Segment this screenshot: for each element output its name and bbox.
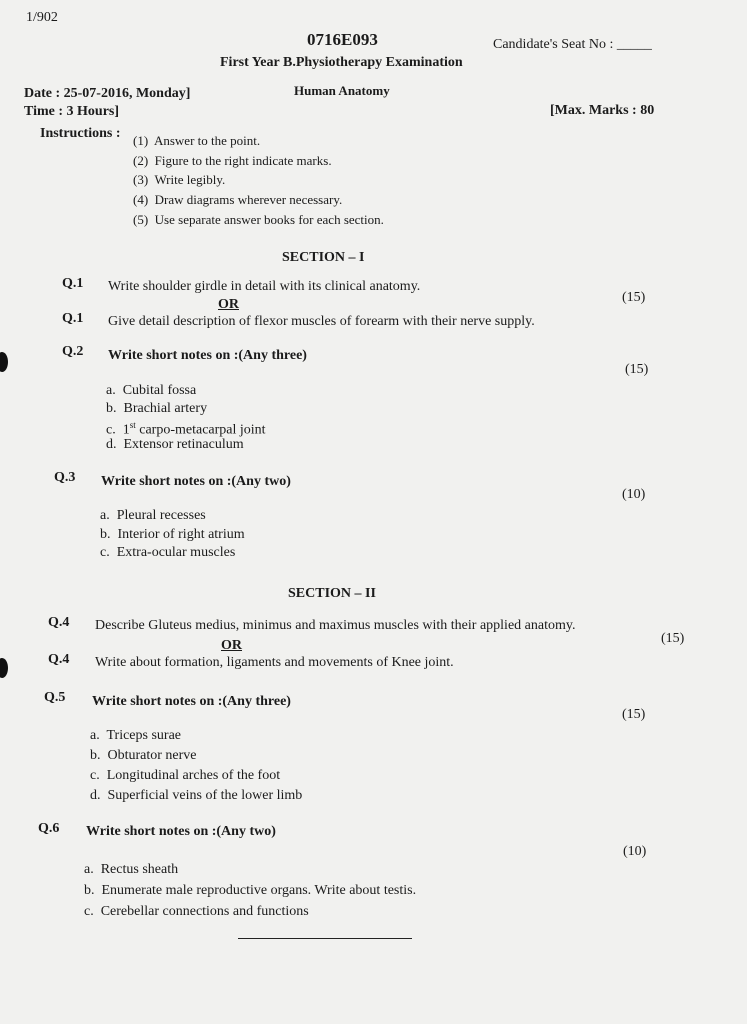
q3-item bbox=[100, 545, 235, 561]
item-text: Pleural recesses bbox=[116, 508, 206, 523]
q2-item bbox=[106, 401, 207, 417]
item-letter: c. bbox=[84, 904, 94, 919]
instruction-number: (2) bbox=[133, 153, 149, 168]
exam-title: First Year B.Physiotherapy Examination bbox=[220, 55, 463, 70]
item-text: Extra-ocular muscles bbox=[116, 545, 236, 560]
or-separator: OR bbox=[218, 297, 239, 312]
item-letter: b. bbox=[90, 748, 101, 763]
instruction-item bbox=[133, 133, 260, 149]
item-text: Cubital fossa bbox=[122, 383, 197, 398]
item-letter: c. bbox=[90, 768, 100, 783]
punch-hole-bottom bbox=[0, 658, 8, 678]
item-letter: c. bbox=[100, 545, 110, 560]
instruction-number: (1) bbox=[133, 133, 149, 148]
instruction-number: (5) bbox=[133, 212, 149, 227]
q5-item bbox=[90, 768, 280, 784]
q6-item bbox=[84, 883, 416, 899]
punch-hole-top bbox=[0, 352, 8, 372]
instruction-item bbox=[133, 172, 225, 188]
q6-number: Q.6 bbox=[38, 821, 60, 836]
item-text-prefix: 1 bbox=[122, 422, 130, 438]
instruction-item bbox=[133, 153, 332, 169]
instruction-item bbox=[133, 192, 342, 208]
q4-text: Describe Gluteus medius, minimus and maximus muscles with their applied anatomy. bbox=[95, 618, 576, 633]
q6-item bbox=[84, 862, 178, 878]
q4-alt-text: Write about formation, ligaments and movements of Knee joint. bbox=[95, 655, 454, 670]
q1-alt-text: Give detail description of flexor muscles of forearm with their nerve supply. bbox=[108, 314, 535, 329]
q5-item bbox=[90, 728, 181, 744]
seat-number-text: Candidate's Seat No : bbox=[493, 37, 614, 52]
instructions-label: Instructions : bbox=[40, 126, 121, 141]
item-letter: b. bbox=[100, 527, 111, 542]
q5-text: Write short notes on :(Any three) bbox=[92, 694, 291, 709]
item-letter: a. bbox=[84, 862, 94, 877]
q1-marks: (15) bbox=[622, 290, 646, 305]
item-letter: d. bbox=[90, 788, 101, 803]
item-text: Interior of right atrium bbox=[117, 527, 245, 542]
q1-text: Write shoulder girdle in detail with its clinical anatomy. bbox=[108, 279, 421, 294]
subject-title: Human Anatomy bbox=[294, 83, 390, 98]
q6-text: Write short notes on :(Any two) bbox=[86, 824, 276, 839]
exam-date: Date : 25-07-2016, Monday] bbox=[24, 86, 191, 101]
q1-number: Q.1 bbox=[62, 276, 84, 291]
item-text: Superficial veins of the lower limb bbox=[107, 788, 303, 803]
item-text: Triceps surae bbox=[106, 728, 181, 743]
item-text: Obturator nerve bbox=[107, 748, 197, 763]
instruction-text: Figure to the right indicate marks. bbox=[154, 153, 332, 168]
q3-number: Q.3 bbox=[54, 470, 76, 485]
item-text: Rectus sheath bbox=[100, 862, 179, 877]
item-text: Enumerate male reproductive organs. Write about testis. bbox=[101, 883, 417, 898]
instruction-text: Write legibly. bbox=[154, 172, 226, 187]
item-letter: c. bbox=[106, 422, 116, 438]
item-text: Longitudinal arches of the foot bbox=[106, 768, 281, 783]
section-2-title: SECTION – II bbox=[288, 586, 376, 601]
q4-alt-number: Q.4 bbox=[48, 652, 70, 667]
q2-text: Write short notes on :(Any three) bbox=[108, 348, 307, 363]
instruction-item bbox=[133, 212, 384, 228]
seat-number-blank: _____ bbox=[616, 37, 652, 52]
q2-item bbox=[106, 383, 196, 399]
item-text: Extensor retinaculum bbox=[123, 437, 244, 452]
paper-code: 0716E093 bbox=[307, 30, 378, 49]
item-letter: b. bbox=[106, 401, 117, 416]
or-separator: OR bbox=[221, 638, 242, 653]
q3-text: Write short notes on :(Any two) bbox=[101, 474, 291, 489]
q5-item bbox=[90, 788, 302, 804]
q5-number: Q.5 bbox=[44, 690, 66, 705]
page-reference: 1/902 bbox=[26, 10, 58, 25]
item-text: carpo-metacarpal joint bbox=[135, 422, 266, 438]
q3-item bbox=[100, 508, 206, 524]
section-1-title: SECTION – I bbox=[282, 250, 365, 265]
q5-marks: (15) bbox=[622, 707, 646, 722]
q5-item bbox=[90, 748, 197, 764]
q3-marks: (10) bbox=[622, 487, 646, 502]
q4-number: Q.4 bbox=[48, 615, 70, 630]
q3-item bbox=[100, 527, 245, 543]
max-marks: [Max. Marks : 80 bbox=[550, 103, 655, 118]
q6-item bbox=[84, 904, 309, 920]
item-letter: d. bbox=[106, 437, 117, 452]
q1-alt-number: Q.1 bbox=[62, 311, 84, 326]
q2-item bbox=[106, 437, 244, 453]
end-of-paper-rule bbox=[238, 938, 412, 939]
seat-number-label bbox=[493, 37, 652, 53]
q6-marks: (10) bbox=[623, 844, 647, 859]
instruction-number: (3) bbox=[133, 172, 149, 187]
item-letter: a. bbox=[90, 728, 100, 743]
item-letter: a. bbox=[106, 383, 116, 398]
instruction-text: Use separate answer books for each section. bbox=[154, 212, 384, 227]
q4-marks: (15) bbox=[661, 631, 685, 646]
item-superscript: st bbox=[129, 420, 136, 430]
item-letter: a. bbox=[100, 508, 110, 523]
exam-time: Time : 3 Hours] bbox=[24, 104, 120, 119]
q2-item bbox=[106, 420, 266, 439]
item-letter: b. bbox=[84, 883, 95, 898]
item-text: Cerebellar connections and functions bbox=[100, 904, 309, 919]
item-text: Brachial artery bbox=[123, 401, 208, 416]
q2-marks: (15) bbox=[625, 362, 649, 377]
instruction-number: (4) bbox=[133, 192, 149, 207]
instruction-text: Answer to the point. bbox=[153, 133, 261, 148]
q2-number: Q.2 bbox=[62, 344, 84, 359]
instruction-text: Draw diagrams wherever necessary. bbox=[154, 192, 343, 207]
